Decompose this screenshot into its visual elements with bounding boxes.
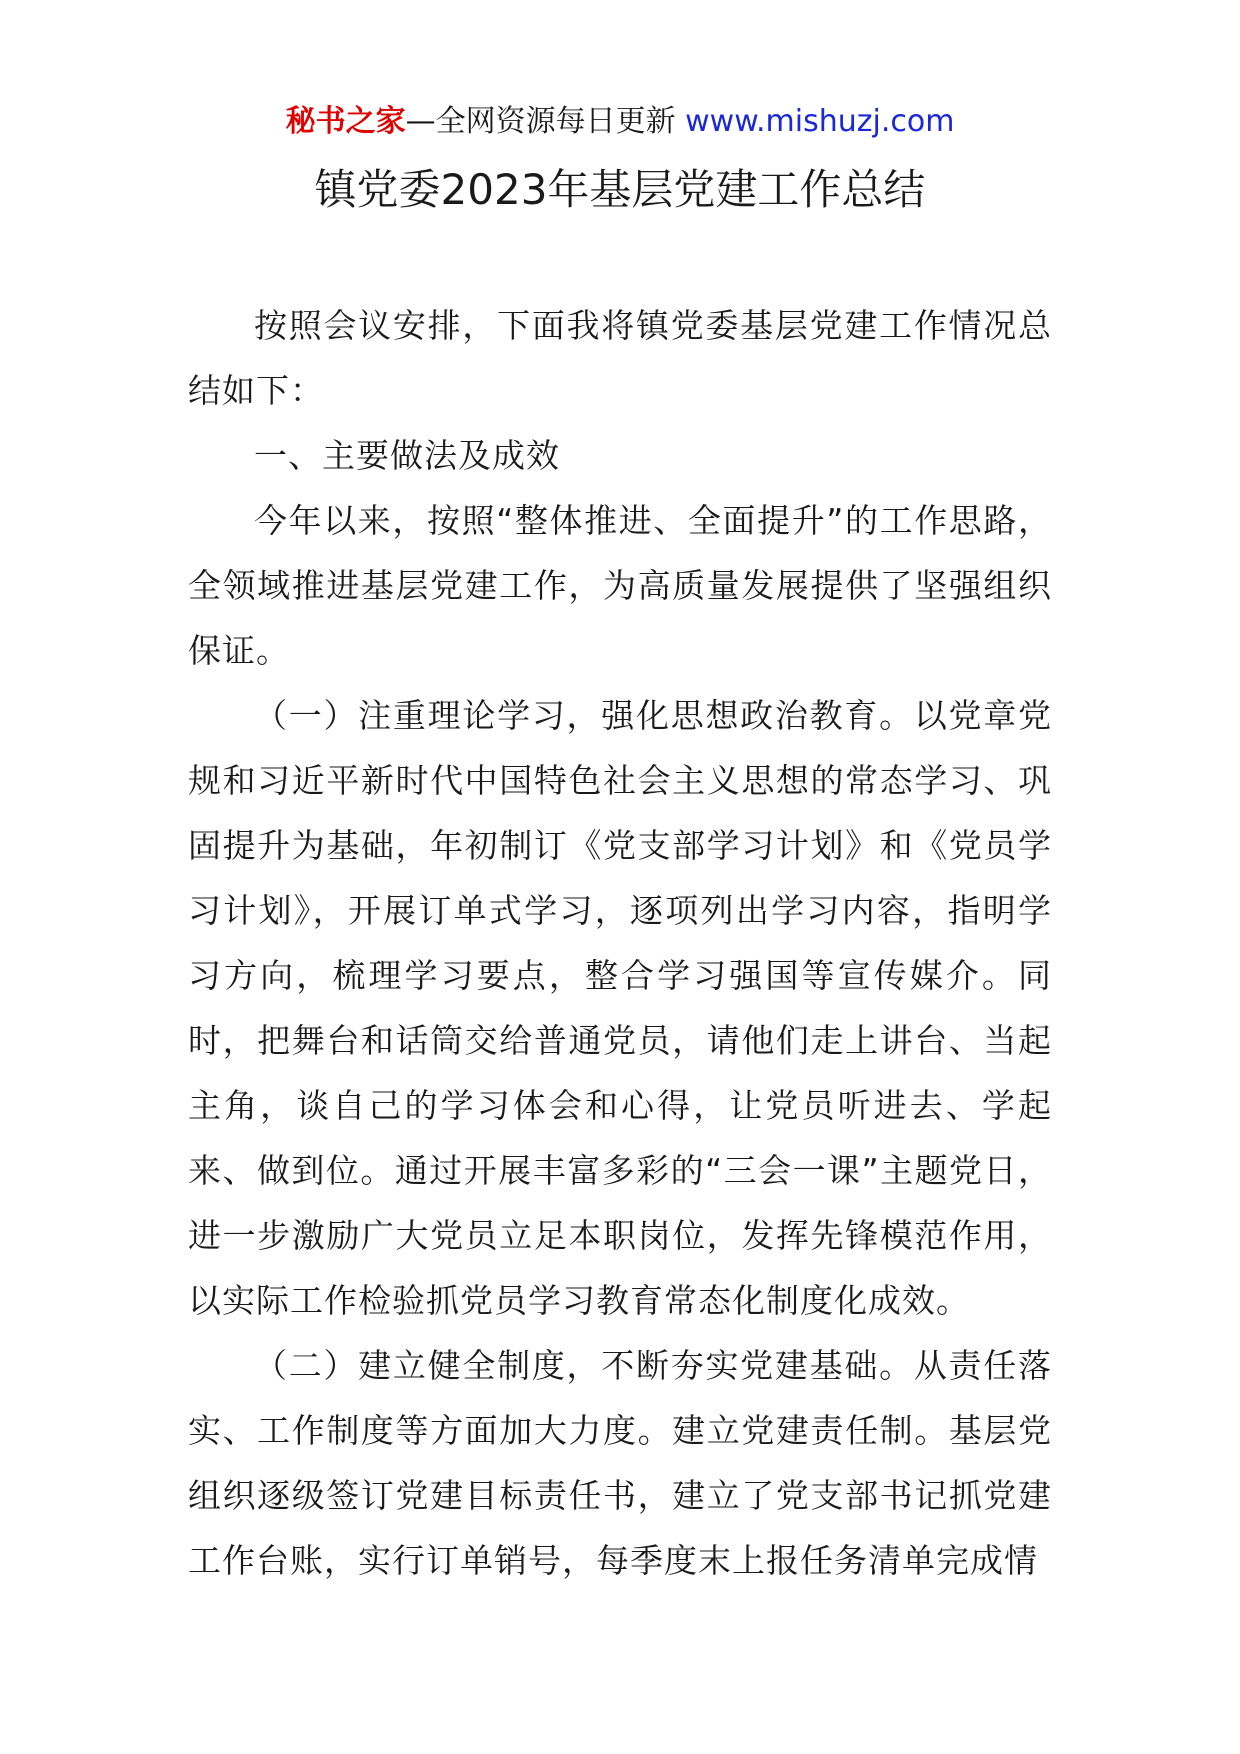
section-heading: 一、主要做法及成效: [254, 436, 560, 475]
watermark-url: www.mishuzj.com: [685, 104, 955, 139]
document-title: 镇党委2023年基层党建工作总结: [314, 165, 926, 214]
watermark-brand: 秘书之家: [285, 104, 406, 139]
paragraph-overview: 今年以来，按照“整体推进、全面提升”的工作思路，全领域推进基层党建工作，为高质量发展提供了坚强组织保证。: [188, 501, 1052, 670]
watermark-slogan: —全网资源每日更新: [405, 104, 676, 139]
paragraph-theory-study: （一）注重理论学习，强化思想政治教育。以党章党规和习近平新时代中国特色社会主义思想的常态学习、巩固提升为基础，年初制订《党支部学习计划》和《党员学习计划》，开展订单式学习，逐项列出学习内容，指明学习方向，梳理学习要点，整合学习强国等宣传媒介。同时，把舞台和话筒交给普通党员，请他们走上讲台、当起主角，谈自己的学习体会和心得，让党员听进去、学起来、做到位。通过开展丰富多彩的“三会一课”主题党日，进一步激励广大党员立足本职岗位，发挥先锋模范作用，以实际工作检验抓党员学习教育常态化制度化成效。: [188, 696, 1052, 1320]
paragraph-system-building: （二）建立健全制度，不断夯实党建基础。从责任落实、工作制度等方面加大力度。建立党建责任制。基层党组织逐级签订党建目标责任书，建立了党支部书记抓党建工作台账，实行订单销号，每季度末上报任务清单完成情: [188, 1346, 1052, 1580]
document-body: [188, 293, 1052, 1593]
paragraph-intro: 按照会议安排，下面我将镇党委基层党建工作情况总结如下：: [188, 306, 1052, 410]
watermark-header: [0, 100, 1240, 144]
